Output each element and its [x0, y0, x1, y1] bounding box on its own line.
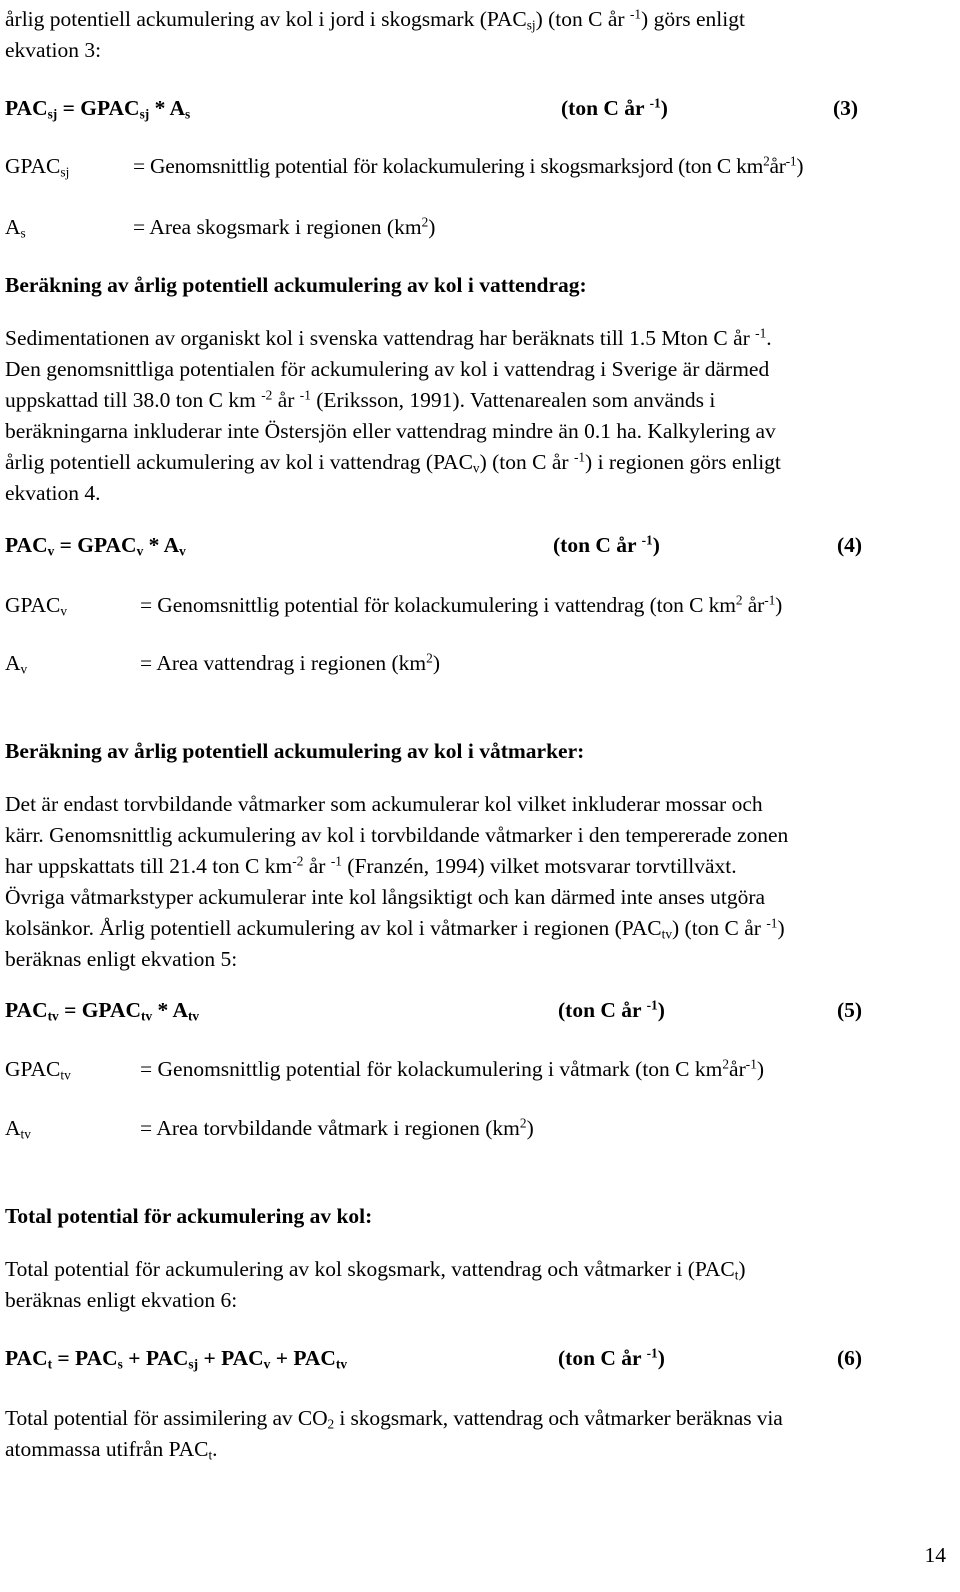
equation-unit: (ton C år $^{-1}$) — [553, 532, 660, 557]
equation-5 — [5, 995, 945, 1025]
definition-gpac-tv — [5, 1054, 950, 1084]
section-heading: Beräkning av årlig potentiell ackumulering av kol i våtmarker: — [5, 739, 585, 763]
text-line: uppskattad till 38.0 ton C km $^{-2}$ år $^{-1}$ (Eriksson, 1991). Vattenarealen som används i — [5, 387, 716, 412]
definition-symbol: $A_s$ — [5, 215, 26, 241]
definition-a-s — [5, 212, 950, 242]
definition-symbol: $A_{tv}$ — [5, 1116, 31, 1142]
definition-text: = Area skogsmark i regionen $(km^2)$ — [133, 214, 436, 239]
equation-lhs: $PAC_t = PAC_s + PAC_{sj} + PAC_v + PAC_{tv}$ — [5, 1346, 348, 1372]
equation-3 — [5, 93, 945, 123]
definition-text: = Genomsnittlig potential för kolackumulering i vattendrag (ton C $km^2$ $år^{-1}$) — [140, 592, 783, 617]
text-line: kolsänkor. Årlig potentiell ackumulering av kol i våtmarker i regionen $(PAC_{tv})$ (ton C år $^{-1}$) — [5, 915, 785, 942]
text-line: Övriga våtmarkstyper ackumulerar inte kol långsiktigt och kan därmed inte anses utgöra — [5, 885, 766, 909]
definition-text: = Genomsnittlig potential för kolackumulering i våtmark (ton C $km^2år^{-1}$) — [140, 1056, 765, 1081]
definition-symbol: $GPAC_v$ — [5, 593, 68, 619]
equation-number: (5) — [837, 998, 863, 1022]
heading-vatmarker — [5, 736, 946, 767]
definition-text: = Area vattendrag i regionen $(km^2)$ — [140, 650, 440, 675]
heading-vattendrag — [5, 270, 946, 301]
text-line: Sedimentationen av organiskt kol i svenska vattendrag har beräknats till 1.5 Mton C år $^{-1}$. — [5, 325, 772, 350]
equation-number: (3) — [833, 96, 859, 120]
text-line: beräkningarna inkluderar inte Östersjön eller vattendrag mindre än 0.1 ha. Kalkylering av — [5, 419, 776, 443]
text-line: årlig potentiell ackumulering av kol i vattendrag $(PAC_v)$ (ton C år $^{-1}$) i regionen görs enligt — [5, 449, 781, 476]
definition-a-tv — [5, 1113, 950, 1143]
section-heading: Beräkning av årlig potentiell ackumulering av kol i vattendrag: — [5, 273, 587, 297]
definition-symbol: $GPAC_{tv}$ — [5, 1057, 71, 1083]
equation-4 — [5, 530, 945, 560]
text-line: ekvation 3: — [5, 38, 102, 62]
equation-unit: (ton C år $^{-1}$) — [558, 1345, 665, 1370]
equation-number: (4) — [837, 533, 863, 557]
text-line: beräknas enligt ekvation 5: — [5, 947, 238, 971]
definition-symbol: $GPAC_{sj}$ — [5, 154, 70, 180]
equation-number: (6) — [837, 1346, 863, 1370]
paragraph-final — [5, 1403, 946, 1465]
paragraph-vatmarker — [5, 789, 946, 975]
text-line: Den genomsnittliga potentialen för ackumulering av kol i vattendrag i Sverige är därmed — [5, 357, 770, 381]
heading-total — [5, 1201, 946, 1232]
paragraph-vattendrag — [5, 323, 946, 509]
intro-paragraph — [5, 4, 946, 66]
definition-gpac-sj — [5, 151, 950, 181]
page-number: 14 — [924, 1543, 946, 1567]
text-line: årlig potentiell ackumulering av kol i jord i skogsmark $(PAC_{sj})$ (ton C år $^{-1}$) görs enligt — [5, 6, 745, 33]
text-line: Det är endast torvbildande våtmarker som ackumulerar kol vilket inkluderar mossar och — [5, 792, 763, 816]
section-heading: Total potential för ackumulering av kol: — [5, 1204, 373, 1228]
paragraph-total — [5, 1254, 946, 1316]
equation-unit: (ton C år $^{-1}$) — [558, 997, 665, 1022]
text-line: ekvation 4. — [5, 481, 101, 505]
text-line: atommassa utifrån $PAC_t$. — [5, 1437, 218, 1463]
equation-lhs: $PAC_{tv}$ = $GPAC_{tv} * A_{tv}$ — [5, 998, 200, 1024]
equation-lhs: $PAC_{sj}$ = $GPAC_{sj} * A_s$ — [5, 96, 191, 122]
definition-symbol: $A_v$ — [5, 651, 28, 677]
text-line: har uppskattats till 21.4 ton C $km^{-2}$ år $^{-1}$ (Franzén, 1994) vilket motsvarar torvtillväxt. — [5, 853, 737, 878]
text-line: Total potential för ackumulering av kol skogsmark, vattendrag och våtmarker i $(PAC_t)$ — [5, 1257, 746, 1283]
equation-6 — [5, 1343, 945, 1373]
equation-lhs: $PAC_v$ = $GPAC_v * A_v$ — [5, 533, 186, 559]
definition-a-v — [5, 648, 950, 678]
equation-unit: (ton C år $^{-1}$) — [561, 95, 668, 120]
definition-text: = Genomsnittlig potential för kolackumulering i skogsmarksjord (ton C $km^2år^{-1}$) — [133, 153, 804, 178]
text-line: kärr. Genomsnittlig ackumulering av kol i torvbildande våtmarker i den tempererade zonen — [5, 823, 789, 847]
text-line: Total potential för assimilering av $CO_2$ i skogsmark, vattendrag och våtmarker beräknas via — [5, 1406, 783, 1432]
text-line: beräknas enligt ekvation 6: — [5, 1288, 238, 1312]
definition-gpac-v — [5, 590, 950, 620]
definition-text: = Area torvbildande våtmark i regionen $(km^2)$ — [140, 1115, 534, 1140]
